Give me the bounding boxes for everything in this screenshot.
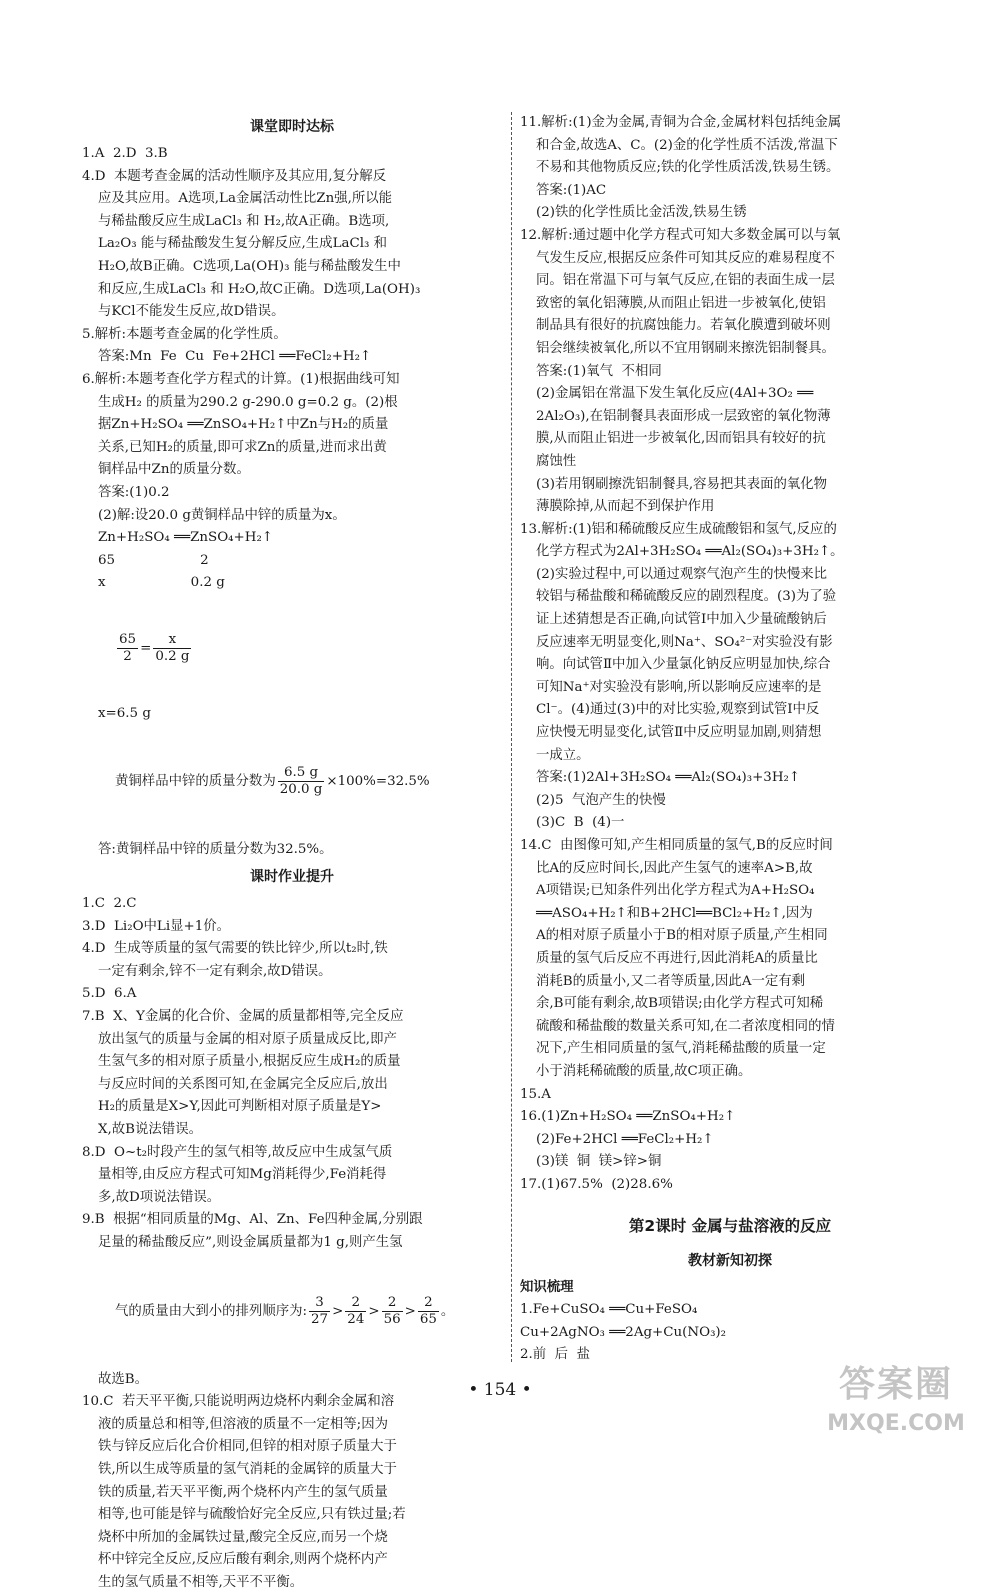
text-line: 答:黄铜样品中锌的质量分数为32.5%。 <box>98 842 333 858</box>
fraction-equation: $\frac{65}{2}$ = $\frac{x}{0.2 g}$ <box>119 631 190 664</box>
text-line: La₂O₃ 能与稀盐酸发生复分解反应,生成LaCl₃ 和 <box>98 236 387 252</box>
text-line: ══ASO₄+H₂↑和B+2HCl══BCl₂+H₂↑,因为 <box>536 905 813 921</box>
text-line: X,故B说法错误。 <box>98 1122 202 1137</box>
text-line: 质量的氢气后反应不再进行,因此消耗A的质量比 <box>536 950 818 966</box>
text-line: 致密的氧化铝薄膜,从而阻止铝进一步被氧化,使铝 <box>536 295 826 311</box>
text-line: 同。铝在常温下可与氧气反应,在铝的表面生成一层 <box>536 273 835 289</box>
text-line: 1.Fe+CuSO₄ ══Cu+FeSO₄ <box>520 1302 698 1318</box>
text-line: 液的质量总和相等,但溶液的质量不一定相等;因为 <box>98 1416 388 1432</box>
text-line: 况下,产生相同质量的氢气,消耗稀盐酸的质量一定 <box>536 1041 826 1057</box>
text-line: (2)铁的化学性质比金活泼,铁易生锈 <box>536 205 747 221</box>
text-line: 2.前 后 盐 <box>520 1347 590 1363</box>
text-line: 气发生反应,根据反应条件可知其反应的难易程度不 <box>536 250 835 266</box>
text-line: 应快慢无明显变化,试管Ⅱ中反应明显加剧,则猜想 <box>536 725 822 741</box>
text-line: 一定有剩余,锌不一定有剩余,故D错误。 <box>98 963 332 979</box>
fraction: $\frac{6.5 g}{20.0 g}$ <box>279 765 323 798</box>
text-line: 一成立。 <box>536 747 590 763</box>
equation-line: x 0.2 g <box>98 575 225 591</box>
subsection-title: 知识梳理 <box>520 1279 574 1295</box>
column-divider <box>511 112 512 1362</box>
text-line: 生氢气多的相对原子质量小,根据反应生成H₂的质量 <box>98 1054 401 1070</box>
page-number: • 154 • <box>468 1380 532 1400</box>
fraction: $\frac{3}{27}$ <box>311 1294 329 1327</box>
text-line: 17.(1)67.5% (2)28.6% <box>520 1176 673 1192</box>
text-line: 膜,从而阻止铝进一步被氧化,因而铝具有较好的抗 <box>536 431 826 447</box>
text-line: 响。向试管Ⅱ中加入少量氯化钠反应明显加快,综合 <box>536 657 831 673</box>
text-line: 关系,已知H₂的质量,即可求Zn的质量,进而求出黄 <box>98 439 387 455</box>
fraction-equation: 气的质量由大到小的排列顺序为: $\frac{3}{27}$ > $\frac{2}{24}$ > $\frac{2}{56}$ > $\frac{2}{65}$ 。 <box>115 1294 455 1327</box>
lesson-title: 第2课时 金属与盐溶液的反应 <box>628 1216 832 1235</box>
fraction: $\frac{2}{56}$ <box>383 1294 401 1327</box>
text-line: 消耗B的质量小,又二者等质量,因此A一定有剩 <box>536 973 806 989</box>
text-line: 放出氢气的质量与金属的相对原子质量成反比,即产 <box>98 1031 397 1047</box>
watermark-url: MXQE.COM <box>827 1411 965 1436</box>
text-line: (2)金属铝在常温下发生氧化反应(4Al+3O₂ ══ <box>536 386 814 402</box>
text-line: (3)若用钢刷擦洗铝制餐具,容易把其表面的氧化物 <box>536 476 828 492</box>
text-line: 据Zn+H₂SO₄ ══ZnSO₄+H₂↑中Zn与H₂的质量 <box>98 417 389 433</box>
text-line: 相等,也可能是锌与硫酸恰好完全反应,只有铁过量;若 <box>98 1507 406 1523</box>
text-line: 比A的反应时间长,因此产生氢气的速率A>B,故 <box>536 860 813 876</box>
text-line: (3)镁 铜 镁>锌>铜 <box>536 1154 662 1170</box>
answer-line: 答案:Mn Fe Cu Fe+2HCl ══FeCl₂+H₂↑ <box>98 349 372 365</box>
text-line: 与稀盐酸反应生成LaCl₃ 和 H₂,故A正确。B选项, <box>98 213 390 229</box>
fraction: $\frac{2}{24}$ <box>347 1294 365 1327</box>
text-line: 和合金,故选A、C。(2)金的化学性质不活泼,常温下 <box>536 137 838 153</box>
text-line: 腐蚀性 <box>536 453 577 469</box>
text-line: 13.解析:(1)铝和稀硫酸反应生成硫酸铝和氢气,反应的 <box>520 521 837 537</box>
equation-line: Zn+H₂SO₄ ══ZnSO₄+H₂↑ <box>98 530 274 546</box>
text-line: 5.D 6.A <box>82 986 137 1002</box>
text-line: 7.B X、Y金属的化合价、金属的质量都相等,完全反应 <box>82 1009 404 1025</box>
text-line: 4.D 生成等质量的氢气需要的铁比锌少,所以t₂时,铁 <box>82 941 388 957</box>
text-line: x=6.5 g <box>98 705 151 721</box>
text-line: 生成H₂ 的质量为290.2 g-290.0 g=0.2 g。(2)根 <box>98 394 398 410</box>
text-line: 10.C 若天平平衡,只能说明两边烧杯内剩余金属和溶 <box>82 1394 395 1410</box>
text-line: 铁,所以生成等质量的氢气消耗的金属锌的质量大于 <box>98 1461 397 1477</box>
answer-line: 答案:(1)氧气 不相同 <box>536 363 662 379</box>
text-line: 故选B。 <box>98 1371 149 1387</box>
text-line: 与KCl不能发生反应,故D错误。 <box>98 304 285 320</box>
text-line: 15.A <box>520 1086 551 1102</box>
text-line: 制品具有很好的抗腐蚀能力。若氧化膜遭到破坏则 <box>536 318 831 334</box>
text-line: 9.B 根据“相同质量的Mg、Al、Zn、Fe四种金属,分别跟 <box>82 1212 423 1228</box>
text-line: 余,B可能有剩余,故B项错误;由化学方程式可知稀 <box>536 996 824 1012</box>
text-line: 小于消耗稀硫酸的质量,故C项正确。 <box>536 1063 752 1079</box>
text-line: 较铝与稀盐酸和稀硫酸反应的剧烈程度。(3)为了验 <box>536 589 837 605</box>
answer-line: 答案:(1)AC <box>536 182 607 198</box>
answer-line: 答案:(1)2Al+3H₂SO₄ ══Al₂(SO₄)₃+3H₂↑ <box>536 770 801 786</box>
text-line: (2)解:设20.0 g黄铜样品中锌的质量为x。 <box>98 507 346 523</box>
text-line: 不易和其他物质反应;铁的化学性质活泼,铁易生锈。 <box>536 160 840 176</box>
section-heading: 教材新知初探 <box>688 1252 772 1269</box>
text-line: A项错误;已知条件列出化学方程式为A+H₂SO₄ <box>536 883 815 899</box>
text-line: 铁与锌反应后化合价相同,但锌的相对原子质量大于 <box>98 1439 397 1455</box>
text-line: (2)5 气泡产生的快慢 <box>536 792 666 808</box>
text-line: 6.解析:本题考查化学方程式的计算。(1)根据曲线可知 <box>82 371 400 387</box>
text-line: 和反应,生成LaCl₃ 和 H₂O,故C正确。D选项,La(OH)₃ <box>98 281 421 297</box>
text-line: 化学方程式为2Al+3H₂SO₄ ══Al₂(SO₄)₃+3H₂↑。 <box>536 544 844 560</box>
text-line: 生的氢气质量不相等,天平不平衡。 <box>98 1574 304 1590</box>
text-line: (2)实验过程中,可以通过观察气泡产生的快慢来比 <box>536 566 828 582</box>
right-column <box>520 112 940 1367</box>
fraction: $\frac{x}{0.2 g}$ <box>155 631 190 664</box>
fraction: $\frac{65}{2}$ <box>119 631 137 664</box>
text-line: 8.D O~t₂时段产生的氢气相等,故反应中生成氢气质 <box>82 1144 393 1160</box>
text-line: 应及其应用。A选项,La金属活动性比Zn强,所以能 <box>98 191 393 207</box>
left-column <box>82 112 502 1595</box>
fraction: $\frac{2}{65}$ <box>419 1294 437 1327</box>
text-line: Cu+2AgNO₃ ══2Ag+Cu(NO₃)₂ <box>520 1324 727 1340</box>
text-line: 可知Na⁺对实验没有影响,所以影响反应速率的是 <box>536 679 822 695</box>
text-line: 多,故D项说法错误。 <box>98 1189 221 1205</box>
text-line: 铝会继续被氧化,所以不宜用钢刷来擦洗铝制餐具。 <box>536 340 835 356</box>
text-line: 与反应时间的关系图可知,在金属完全反应后,放出 <box>98 1076 388 1092</box>
text-line: 12.解析:通过题中化学方程式可知大多数金属可以与氧 <box>520 227 841 243</box>
text-line: 14.C 由图像可知,产生相同质量的氢气,B的反应时间 <box>520 838 833 853</box>
text-line: 铜样品中Zn的质量分数。 <box>98 462 250 478</box>
text-line: 2Al₂O₃),在铝制餐具表面形成一层致密的氧化物薄 <box>536 408 831 424</box>
text-line: 量相等,由反应方程式可知Mg消耗得少,Fe消耗得 <box>98 1167 387 1183</box>
equation-line: 65 2 <box>98 552 209 568</box>
text-line: 足量的稀盐酸反应”,则设金属质量都为1 g,则产生氢 <box>98 1234 403 1250</box>
text-line: H₂O,故B正确。C选项,La(OH)₃ 能与稀盐酸发生中 <box>98 258 401 274</box>
text-line: 证上述猜想是否正确,向试管Ⅰ中加入少量硫酸钠后 <box>536 612 827 628</box>
text-line: (2)Fe+2HCl ══FeCl₂+H₂↑ <box>536 1131 714 1147</box>
text-line: A的相对原子质量小于B的相对原子质量,产生相同 <box>536 928 828 944</box>
text-line: (3)C B (4)一 <box>536 815 625 831</box>
text-line: 薄膜除掉,从而起不到保护作用 <box>536 499 715 515</box>
text-line: 杯中锌完全反应,反应后酸有剩余,则两个烧杯内产 <box>98 1552 388 1568</box>
text-line: 烧杯中所加的金属铁过量,酸完全反应,而另一个烧 <box>98 1529 388 1545</box>
answer-line: 答案:(1)0.2 <box>98 484 170 500</box>
text-line: H₂的质量是X>Y,因此可判断相对原子质量是Y> <box>98 1099 382 1115</box>
text-line: 反应速率无明显变化,则Na⁺、SO₄²⁻对实验没有影 <box>536 634 833 650</box>
text-line: 11.解析:(1)金为金属,青铜为合金,金属材料包括纯金属 <box>520 115 842 130</box>
text-line: 1.C 2.C <box>82 896 137 912</box>
section-heading: 课堂即时达标 <box>250 119 334 135</box>
text-line: 1.A 2.D 3.B <box>82 146 168 161</box>
section-heading: 课时作业提升 <box>250 869 334 886</box>
text-line: 4.D 本题考查金属的活动性顺序及其应用,复分解反 <box>82 168 387 184</box>
fraction-equation: 黄铜样品中锌的质量分数为 $\frac{6.5 g}{20.0 g}$ ×100%=32.5% <box>115 765 430 798</box>
text-line: 硫酸和稀盐酸的数量关系可知,在二者浓度相同的情 <box>536 1018 835 1034</box>
text-line: 3.D Li₂O中Li显+1价。 <box>82 918 231 934</box>
text-line: 5.解析:本题考查金属的化学性质。 <box>82 326 287 342</box>
watermark-text: 答案圈 <box>838 1364 953 1405</box>
text-line: 铁的质量,若天平平衡,两个烧杯内产生的氢气质量 <box>98 1484 388 1500</box>
text-line: 16.(1)Zn+H₂SO₄ ══ZnSO₄+H₂↑ <box>520 1109 736 1125</box>
text-line: Cl⁻。(4)通过(3)中的对比实验,观察到试管Ⅰ中反 <box>536 702 820 718</box>
watermark-logo <box>806 1361 986 1449</box>
